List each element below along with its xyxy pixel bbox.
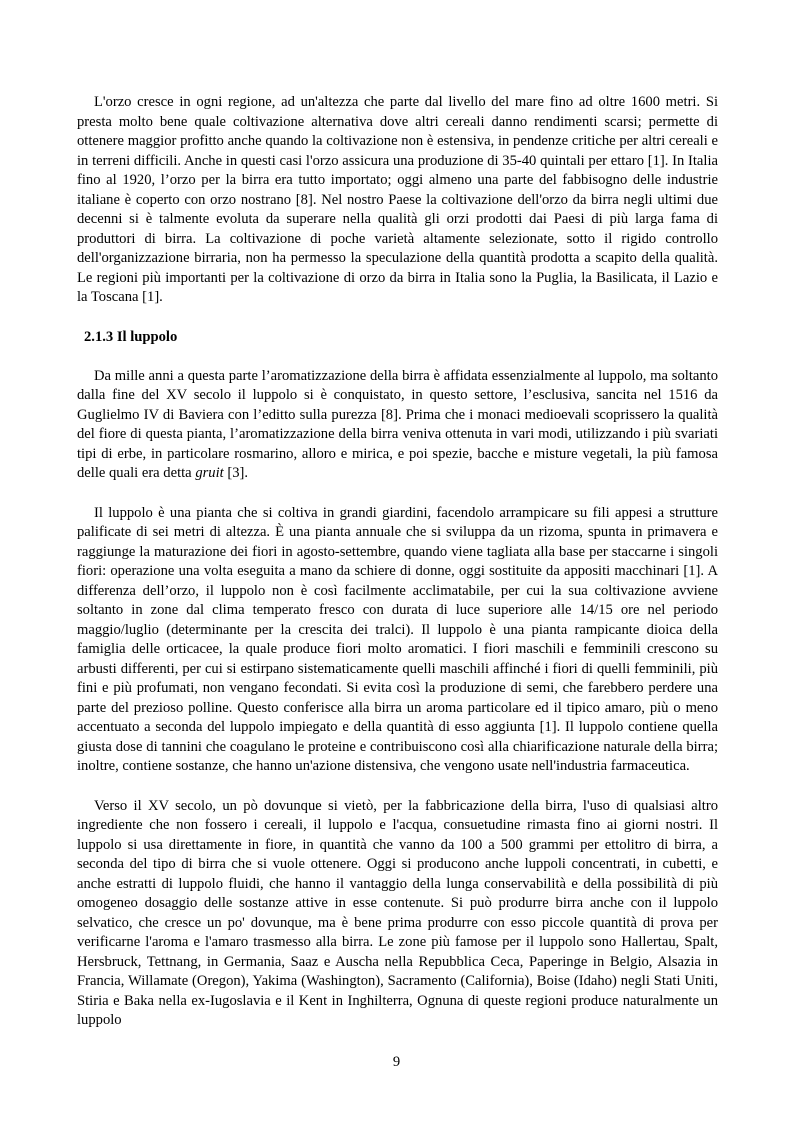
paragraph-luppolo-usage: Verso il XV secolo, un pò dovunque si vietò, per la fabbricazione della birra, l'uso di qualsiasi altro ingrediente che non fossero i cereali, il luppolo e l'acqua, consuetudine rimasta fino ai giorni nostri. Il luppolo si usa direttamente in fiore, in quantità che vanno da 100 a 500 grammi per ettolitro di birra, a seconda del tipo di birra che si vuole ottenere. Oggi si producono anche luppoli concentrati, in cubetti, e anche estratti di luppolo fluidi, che hanno il vantaggio della lunga conservabilità e della possibilità di più omogeneo dosaggio delle sostanze attive in esse contenute. Si può produrre birra anche con il luppolo selvatico, che cresce un po' dovunque, ma è bene prima produrre con esso piccole quantità di prova per verificarne l'aroma e l'amaro trasmesso alla birra. Le zone più famose per il luppolo sono Hallertau, Spalt, Hersbruck, Tettnang, in Germania, Saaz e Auscha nella Repubblica Ceca, Paperinge in Belgio, Alsazia in Francia, Willamate (Oregon), Yakima (Washington), Sacramento (California), Boise (Idaho) negli Stati Uniti, Stiria e Baka nella ex-Iugoslavia e il Kent in Inghilterra, Ognuna di queste regioni produce naturalmente un luppolo xyxy=(77,797,718,1028)
gruit-term: gruit xyxy=(195,465,224,481)
paragraph-luppolo-history xyxy=(77,367,718,484)
paragraph-luppolo-history-text: Da mille anni a questa parte l’aromatizzazione della birra è affidata essenzialmente al luppolo, ma soltanto dalla fine del XV secolo il luppolo si è conquistato, in questo settore, l’esclusiva, sancita nel 1516 da Guglielmo IV di Baviera con l’editto sulla purezza [8]. Prima che i monaci medioevali scoprissero la qualità del fiore di questa pianta, l’aromatizzazione della birra veniva ottenuta in vari modi, utilizzando i più svariati tipi di erbe, in particolare rosmarino, alloro e mirica, e poi spezie, bacche e misture vegetali, la più famosa delle quali era detta xyxy=(77,367,718,481)
paragraph-luppolo-history-citation: [3]. xyxy=(223,465,249,481)
page-number: 9 xyxy=(392,1054,401,1070)
paragraph-orzo: L'orzo cresce in ogni regione, ad un'altezza che parte dal livello del mare fino ad oltre 1600 metri. Si presta molto bene quale coltivazione alternativa dove altri cereali danno rendimenti scarsi; permette di ottenere maggior profitto anche quando la coltivazione non è estensiva, in pendenze critiche per altri cereali e in terreni difficili. Anche in questi casi l'orzo assicura una produzione di 35-40 quintali per ettaro [1]. In Italia fino al 1920, l’orzo per la birra era tutto importato; oggi almeno una parte del fabbisogno delle industrie italiane è coperto con orzo nostrano [8]. Nel nostro Paese la coltivazione dell'orzo da birra negli ultimi due decenni si è talmente evoluta da superare nella qualità gli orzi prodotti dai Paesi di più larga fama di produttori di birra. La coltivazione di poche varietà altamente selezionate, sotto il rigido controllo dell'organizzazione birraria, non ha permesso la speculazione della quantità prodotta a scapito della qualità. Le regioni più importanti per la coltivazione di orzo da birra in Italia sono la Puglia, la Basilicata, il Lazio e la Toscana [1]. xyxy=(77,94,718,305)
section-heading: 2.1.3 Il luppolo xyxy=(84,328,178,345)
page-body xyxy=(77,93,718,1031)
paragraph-luppolo-plant: Il luppolo è una pianta che si coltiva in grandi giardini, facendolo arrampicare su fili appesi a strutture palificate di sei metri di altezza. È una pianta annuale che si sviluppa da un rizoma, spunta in primavera e raggiunge la maturazione dei fiori in agosto-settembre, quando viene tagliata alla base per staccarne i singoli fiori: operazione una volta eseguita a mano da schiere di donne, oggi sostituite da appositi macchinari [1]. A differenza dell’orzo, il luppolo non è così facilmente acclimatabile, per cui la sua coltivazione avviene soltanto in zone dal clima temperato fresco con durata di luce superiore alle 14/15 ore nel periodo maggio/luglio (determinante per la crescita dei tralci). Il luppolo è una pianta rampicante dioica della famiglia delle orticacee, la quale produce fiori molto aromatici. I fiori maschili e femminili crescono su arbusti differenti, per cui si estirpano sistematicamente quelli maschili affinché i fiori di quelli femminili, più fini e più profumati, non vengano fecondati. Si evita così la produzione di semi, che farebbero perdere una parte del prezioso polline. Questo conferisce alla birra un aroma particolare ed il tipico amaro, più o meno accentuato a seconda del luppolo impiegato e della quantità di esso aggiunta [1]. Il luppolo contiene quella giusta dose di tannini che coagulano le proteine e contribuiscono così alla chiarificazione naturale della birra; inoltre, contiene sostanze, che hanno un'azione distensiva, che vengono usate nell'industria farmaceutica. xyxy=(77,504,718,774)
